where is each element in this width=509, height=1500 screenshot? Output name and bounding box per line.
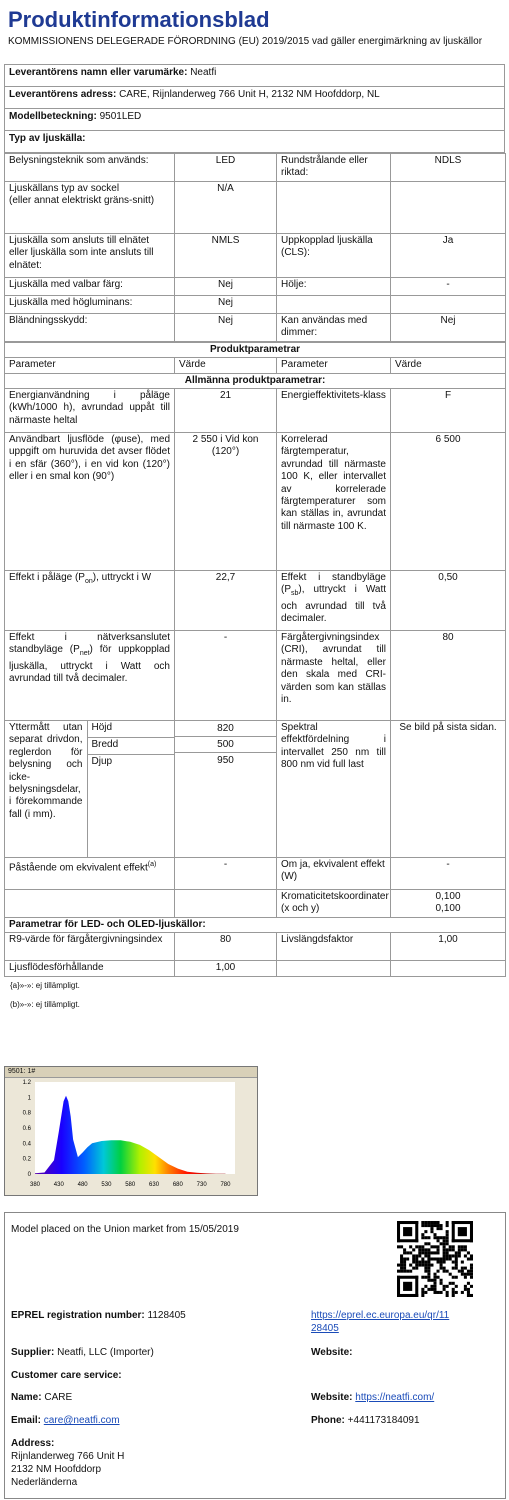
chromaticity-label: Kromaticitetskoordinater (x och y) — [277, 890, 391, 918]
care-name: Name: CARE — [11, 1392, 73, 1403]
footnote-a: {a}»-»: ej tillämpligt. — [10, 980, 80, 990]
type-row-1-v2 — [391, 181, 506, 233]
spectrum-plot — [5, 1078, 257, 1194]
color-temp-label: Korrelerad färgtemperatur, avrundad till närmaste 100 K, eller intervallet av korrelerade färgtemperaturer som kan ställas in, avrundat till närmaste 100 K. — [277, 433, 391, 571]
light-type-header: Typ av ljuskälla: — [5, 131, 505, 153]
empty-cell — [5, 890, 175, 918]
type-row-2-l2: Uppkopplad ljuskälla (CLS): — [277, 233, 391, 277]
type-row-5-v2: Nej — [391, 313, 506, 341]
qr-code-icon[interactable] — [397, 1221, 473, 1297]
equivalent-watt-label: Om ja, ekvivalent effekt (W) — [277, 858, 391, 890]
type-row-0-v2: NDLS — [391, 154, 506, 182]
address-label: Address: — [11, 1438, 55, 1449]
efficiency-class-label: Energieffektivitets-klass — [277, 389, 391, 433]
supplier-address-row: Leverantörens adress: CARE, Rijnlanderweg 766 Unit H, 2132 NM Hoofddorp, NL — [5, 87, 505, 109]
type-row-4-l2 — [277, 295, 391, 313]
care-email: Email: care@neatfi.com — [11, 1415, 120, 1426]
regulation-subtitle: KOMMISSIONENS DELEGERADE FÖRORDNING (EU) 2019/2015 vad gäller energimärkning av ljuskällor — [8, 36, 483, 47]
y-tick-label: 1 — [27, 1095, 31, 1102]
care-website: Website: https://neatfi.com/ — [311, 1392, 435, 1403]
x-tick-label: 680 — [172, 1182, 183, 1188]
supplier-name-row: Leverantörens namn eller varumärke: Neatfi — [5, 65, 505, 87]
type-row-2-l1: Ljuskälla som ansluts till elnätet eller ljuskälla som inte ansluts till elnätet: — [5, 233, 175, 277]
type-row-3-v2: - — [391, 277, 506, 295]
depth-label: Djup — [91, 756, 113, 768]
power-on-value: 22,7 — [175, 571, 277, 631]
eprel-number: EPREL registration number: 1128405 — [11, 1310, 186, 1321]
chart-title: 9501: 1# — [5, 1067, 257, 1078]
dimensions-label: Yttermått utan separat drivdon, reglerdon för belysning och icke-belysningsdelar, i förekommande fall (i mm). — [5, 721, 87, 857]
r9-label: R9-värde för färgåtergivningsindex — [5, 933, 175, 961]
x-tick-label: 530 — [101, 1182, 112, 1188]
standby-label: Effekt i standbyläge $(P_{sb})$, uttryckt i Watt och avrundad till två decimaler. — [277, 571, 391, 631]
x-tick-label: 730 — [196, 1182, 207, 1188]
flux-ratio-value: 1,00 — [175, 961, 277, 976]
type-row-2-v2: Ja — [391, 233, 506, 277]
product-information-sheet — [4, 4, 505, 1013]
equivalent-power-value: - — [175, 858, 277, 890]
col-header-value: Värde — [175, 358, 277, 373]
power-on-label: Effekt i påläge $(P_{on})$, uttryckt i W — [5, 571, 175, 631]
col-header-value-2: Värde — [391, 358, 506, 373]
spectral-label: Spektral effektfördelning i intervallet 250 nm till 800 nm vid full last — [277, 721, 391, 858]
width-value: 500 — [175, 737, 276, 753]
spectral-value: Se bild på sista sidan. — [391, 721, 506, 858]
type-row-1-l1: Ljuskällans typ av sockel (eller annat elektriskt gräns-snitt) — [5, 181, 175, 233]
height-label: Höjd — [87, 721, 174, 738]
page-title: Produktinformationsblad — [8, 7, 270, 32]
energy-use-label: Energianvändning i påläge (kWh/1000 h), avrundad uppåt till närmaste heltal — [5, 389, 175, 433]
x-tick-label: 380 — [29, 1182, 41, 1188]
cri-label: Färgåtergivningsindex (CRI), avrundat till närmaste heltal, eller den skala med CRI-värden som kan ställas in. — [277, 631, 391, 721]
empty-cell — [277, 961, 391, 976]
equivalent-watt-value: - — [391, 858, 506, 890]
general-params-header: Allmänna produktparametrar: — [5, 373, 506, 388]
customer-care-label: Customer care service: — [11, 1370, 122, 1381]
type-table — [4, 153, 506, 342]
eprel-card — [4, 1212, 506, 1499]
product-params-table — [4, 342, 506, 977]
x-tick-label: 480 — [77, 1182, 88, 1188]
equivalent-power-label: Påstående om ekvivalent effekt$^{(a)}$ — [5, 858, 175, 890]
flux-ratio-label: Ljusflödesförhållande — [5, 961, 175, 976]
x-tick-label: 630 — [149, 1182, 160, 1188]
type-row-0-v1: LED — [175, 154, 277, 182]
network-standby-value: - — [175, 631, 277, 721]
email-link[interactable]: care@neatfi.com — [43, 1415, 120, 1426]
lifetime-factor-label: Livslängdsfaktor — [277, 933, 391, 961]
col-header-parameter: Parameter — [5, 358, 175, 373]
y-tick-label: 0 — [27, 1172, 31, 1178]
luminous-flux-value: 2 550 i Vid kon (120°) — [175, 433, 277, 571]
type-row-2-v1: NMLS — [175, 233, 277, 277]
care-phone: Phone: +441173184091 — [311, 1415, 420, 1426]
x-tick-label: 430 — [53, 1182, 64, 1188]
empty-cell — [175, 890, 277, 918]
y-tick-label: 0.2 — [22, 1156, 31, 1163]
empty-cell — [391, 961, 506, 976]
lifetime-factor-value: 1,00 — [391, 933, 506, 961]
cri-value: 80 — [391, 631, 506, 721]
footnotes — [4, 977, 505, 1013]
spectrum-chart — [4, 1066, 258, 1196]
type-row-4-v1: Nej — [175, 295, 277, 313]
y-tick-label: 0.8 — [22, 1110, 31, 1117]
type-row-1-v1: N/A — [175, 181, 277, 233]
type-row-0-l2: Rundstrålande eller riktad: — [277, 154, 391, 182]
website-label: Website: — [311, 1347, 353, 1358]
dimensions-cell — [5, 721, 175, 858]
type-row-3-l1: Ljuskälla med valbar färg: — [5, 277, 175, 295]
col-header-parameter-2: Parameter — [277, 358, 391, 373]
type-row-4-v2 — [391, 295, 506, 313]
type-row-3-v1: Nej — [175, 277, 277, 295]
type-row-4-l1: Ljuskälla med högluminans: — [5, 295, 175, 313]
color-temp-value: 6 500 — [391, 433, 506, 571]
type-row-1-l2 — [277, 181, 391, 233]
type-row-5-v1: Nej — [175, 313, 277, 341]
led-params-header: Parametrar för LED- och OLED-ljuskällor: — [5, 918, 506, 933]
header-table — [4, 64, 505, 153]
type-row-5-l2: Kan användas med dimmer: — [277, 313, 391, 341]
model-row: Modellbeteckning: 9501LED — [5, 109, 505, 131]
depth-value: 950 — [217, 755, 234, 767]
type-row-3-l2: Hölje: — [277, 277, 391, 295]
x-tick-label: 780 — [220, 1182, 231, 1188]
dimensions-values — [175, 721, 277, 858]
luminous-flux-label: Användbart ljusflöde (φuse), med uppgift om huruvida det avser flödet i en sfär (360°), i en vid kon (120°) eller i en smal kon (90°) — [5, 433, 175, 571]
r9-value: 80 — [175, 933, 277, 961]
eprel-link[interactable]: https://eprel.ec.europa.eu/qr/11 28405 — [311, 1310, 450, 1334]
type-row-5-l1: Bländningsskydd: — [5, 313, 175, 341]
address-lines: Rijnlanderweg 766 Unit H 2132 NM Hoofddorp Nederländerna — [11, 1451, 125, 1488]
supplier-line: Supplier: Neatfi, LLC (Importer) — [11, 1347, 154, 1358]
width-label: Bredd — [87, 738, 174, 755]
footnote-b: (b)»-»: ej tillämpligt. — [10, 999, 80, 1009]
y-tick-label: 0.6 — [22, 1126, 31, 1132]
network-standby-label: Effekt i nätverksanslutet standbyläge $(P_{net})$ för uppkopplad ljuskälla, uttryckt i Watt och avrundad till två decimaler. — [5, 631, 175, 721]
website-link[interactable]: https://neatfi.com/ — [355, 1392, 435, 1403]
y-tick-label: 1.2 — [22, 1080, 31, 1086]
y-tick-label: 0.4 — [22, 1141, 31, 1148]
height-value: 820 — [175, 721, 276, 737]
type-row-0-l1: Belysningsteknik som används: — [5, 154, 175, 182]
standby-value: 0,50 — [391, 571, 506, 631]
efficiency-class-value: F — [391, 389, 506, 433]
energy-use-value: 21 — [175, 389, 277, 433]
product-params-header: Produktparametrar — [5, 342, 506, 357]
x-tick-label: 580 — [125, 1182, 136, 1188]
market-placed-text: Model placed on the Union market from 15/05/2019 — [11, 1224, 239, 1235]
chromaticity-values: 0,100 0,100 — [391, 890, 506, 918]
